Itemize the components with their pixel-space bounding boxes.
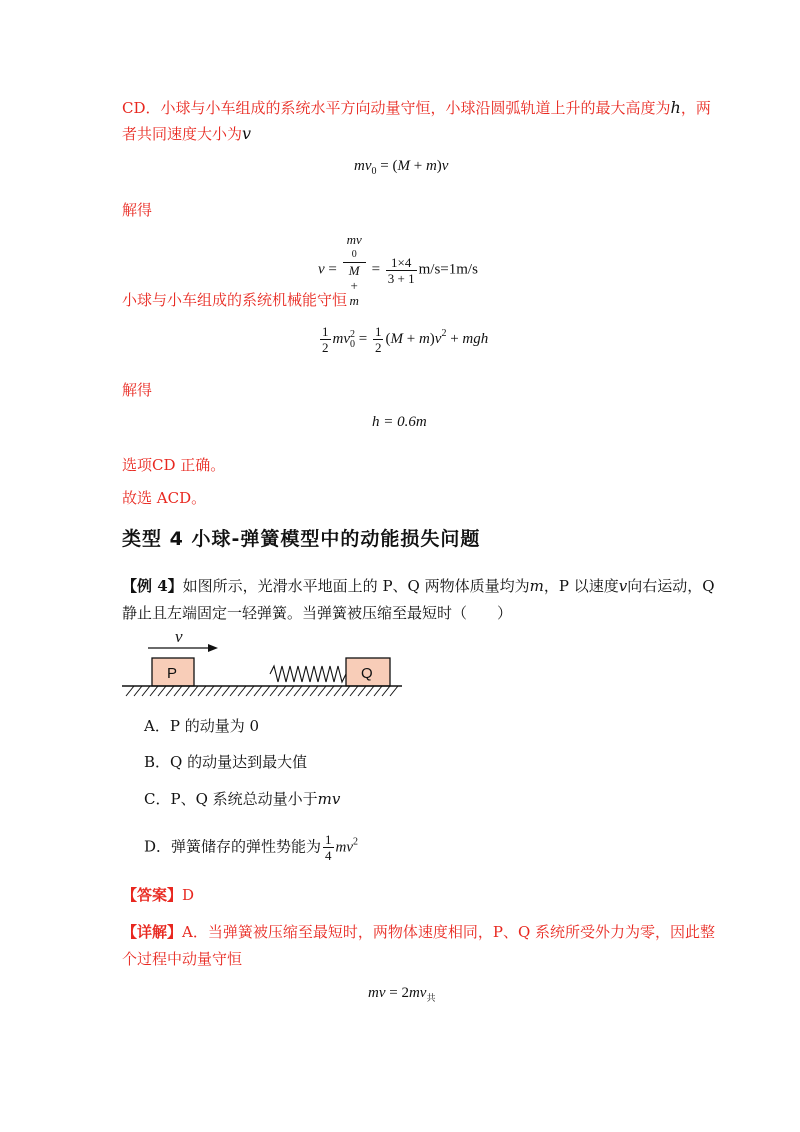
- cd-paragraph-line1: [122, 98, 711, 118]
- final-choice: 故选 ACD。: [122, 489, 207, 507]
- common-velocity-equation: mv = $2mv_共$: [368, 985, 436, 1004]
- option-b: B．Q 的动量达到最大值: [144, 753, 308, 771]
- example-m: m: [529, 577, 544, 595]
- option-d: D．弹簧储存的弹性势能为 $\frac{1}{4}$ $mv^2$: [144, 832, 359, 863]
- example-text: 如图所示，光滑水平地面上的 P、Q 两物体质量均为: [182, 577, 530, 595]
- cd-text: CD．小球与小车组成的系统水平方向动量守恒，小球沿圆弧轨道上升的最大高度为: [122, 99, 671, 117]
- example-text-c: 向右运动，Q: [627, 577, 715, 595]
- example-tag: 【例 4】: [122, 577, 183, 595]
- option-d-text: D．弹簧储存的弹性势能为: [144, 837, 322, 856]
- option-a: A．P 的动量为 0: [144, 717, 260, 735]
- v-symbol: v: [242, 124, 252, 143]
- velocity-label: v: [175, 627, 183, 646]
- detail-line1: [122, 922, 715, 942]
- spring: [270, 666, 346, 682]
- answer-line: [122, 885, 194, 905]
- velocity-arrowhead: [208, 644, 218, 652]
- energy-equation: $\frac{1}{2}$ mv 2 0 = $\frac{1}{2}$ $(M + m)v^2$ + mgh: [322, 324, 489, 355]
- option-c-text: C．P、Q 系统总动量小于: [144, 790, 318, 808]
- example-line2: 静止且左端固定一轻弹簧。当弹簧被压缩至最短时（ ）: [122, 604, 513, 622]
- energy-conservation-text: 小球与小车组成的系统机械能守恒: [122, 291, 348, 309]
- option-c: [144, 789, 340, 809]
- detail-text: A．当弹簧被压缩至最短时，两物体速度相同，P、Q 系统所受外力为零，因此整: [182, 923, 716, 941]
- momentum-equation: $mv_0 = (M + m)v$: [354, 158, 449, 177]
- jiede-1: 解得: [122, 201, 153, 219]
- detail-line2: 个过程中动量守恒: [122, 950, 243, 968]
- velocity-equation: v = mv 0 M + m = $\frac{1\times 4}{3 + 1}$ m/s=1m/s: [318, 232, 478, 308]
- h-result: h = 0.6m: [372, 414, 427, 430]
- pq-spring-diagram: [120, 624, 410, 704]
- detail-tag: 【详解】: [122, 923, 183, 941]
- block-q-label: Q: [361, 665, 373, 682]
- h-symbol: h: [670, 98, 681, 117]
- jiede-2: 解得: [122, 381, 153, 399]
- cd-text-end: ，两: [680, 99, 711, 117]
- option-c-mv: mv: [317, 790, 341, 808]
- example-text-b: ，P 以速度: [543, 577, 619, 595]
- cd-text-2: 者共同速度大小为: [122, 125, 243, 143]
- answer-tag: 【答案】: [122, 886, 183, 904]
- example-line1: [122, 576, 715, 596]
- ground-hatching: [126, 686, 398, 696]
- cd-correct: 选项CD 正确。: [122, 456, 226, 474]
- answer-value: D: [182, 886, 195, 904]
- section-title: 类型 4 小球-弹簧模型中的动能损失问题: [122, 528, 481, 550]
- example-v: v: [618, 577, 628, 595]
- cd-paragraph-line2: [122, 124, 251, 144]
- block-p-label: P: [167, 665, 178, 682]
